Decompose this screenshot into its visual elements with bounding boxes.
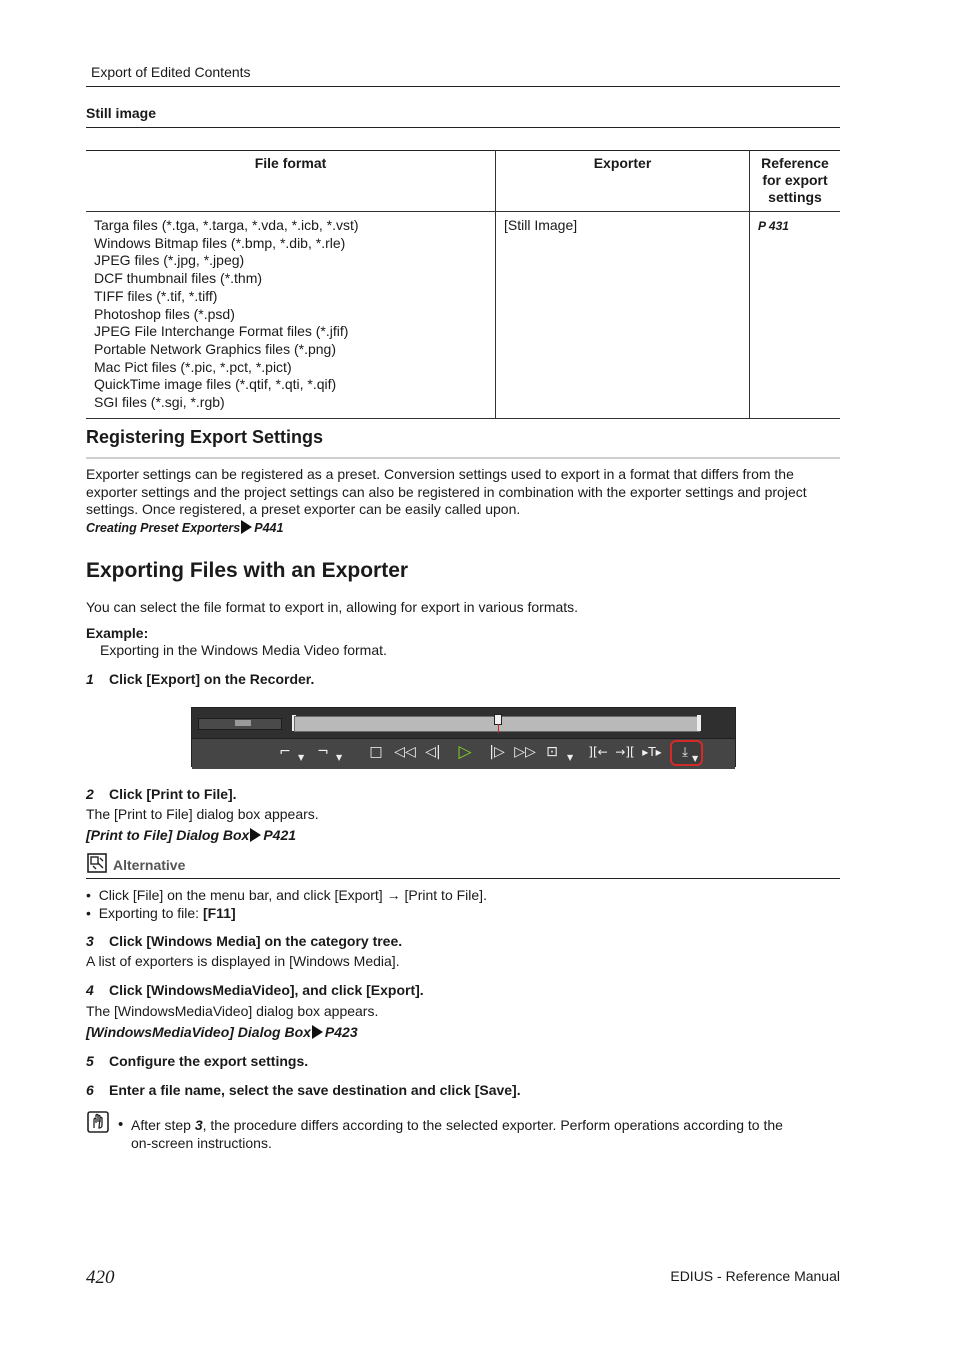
shuttle-in-icon[interactable]: ][←	[588, 745, 608, 759]
step-text: Enter a file name, select the save destination and click [Save].	[109, 1082, 521, 1098]
reference-cell[interactable]	[750, 212, 841, 419]
xref-page[interactable]: P421	[263, 827, 297, 843]
track-end-marker	[697, 715, 701, 731]
fast-forward-icon[interactable]: ▷▷	[514, 744, 536, 760]
alternative-label: Alternative	[113, 857, 186, 873]
step-text: Click [Export] on the Recorder.	[109, 671, 315, 687]
export-icon[interactable]: ⤓	[682, 745, 688, 760]
still-image-heading: Still image	[86, 105, 157, 121]
exporting-heading: Exporting Files with an Exporter	[86, 559, 409, 582]
set-out-icon[interactable]: ¬	[317, 744, 329, 760]
shuttle-knob[interactable]	[235, 720, 251, 726]
still-image-rule	[86, 127, 840, 128]
creating-preset-xref[interactable]	[86, 520, 283, 535]
match-frame-icon[interactable]: ▸T▸	[642, 745, 662, 759]
step-number: 4	[86, 982, 94, 998]
bullet-text: [Print to File].	[400, 887, 487, 903]
manual-title: EDIUS - Reference Manual	[670, 1268, 840, 1284]
format-item: DCF thumbnail files (*.thm)	[94, 270, 263, 287]
format-item: QuickTime image files (*.qtif, *.qti, *.qif)	[94, 376, 337, 393]
note-step-ref: 3	[194, 1117, 203, 1133]
stop-icon[interactable]: □	[369, 744, 383, 760]
header-rule	[86, 86, 840, 87]
alternative-icon	[87, 853, 107, 873]
registering-heading-rule	[86, 457, 840, 459]
bullet-text: Click [File] on the menu bar, and click [Export]	[98, 887, 387, 903]
format-item: JPEG files (*.jpg, *.jpeg)	[94, 252, 245, 269]
loop-play-icon[interactable]: ⊡	[546, 744, 558, 760]
exporter-cell: [Still Image]	[496, 212, 750, 419]
chevron-down-icon[interactable]: ▼	[567, 753, 574, 762]
step-text: Click [WindowsMediaVideo], and click [Export].	[109, 982, 424, 998]
step-number: 5	[86, 1053, 94, 1069]
shuttle-slider[interactable]	[198, 718, 282, 730]
alternative-bullet: • Click [File] on the menu bar, and click [Export] → [Print to File].	[86, 887, 487, 903]
xref-page[interactable]: P423	[324, 1024, 358, 1040]
running-head: Export of Edited Contents	[91, 64, 251, 80]
step-result: The [Print to File] dialog box appears.	[86, 806, 319, 822]
format-item: Targa files (*.tga, *.targa, *.vda, *.icb, *.vst)	[94, 217, 359, 233]
column-header-file-format: File format	[86, 151, 496, 212]
column-header-exporter: Exporter	[496, 151, 750, 212]
recorder-toolbar	[191, 707, 736, 767]
step-result: The [WindowsMediaVideo] dialog box appears.	[86, 1003, 379, 1019]
shortcut-key: [F11]	[202, 905, 236, 921]
note-line	[131, 1117, 783, 1135]
print-to-file-xref[interactable]	[86, 827, 296, 843]
table-row	[86, 212, 840, 419]
page-number: 420	[86, 1267, 115, 1288]
format-item: SGI files (*.sgi, *.rgb)	[94, 394, 225, 411]
playhead-line	[498, 724, 499, 733]
windows-media-video-xref[interactable]	[86, 1024, 358, 1040]
format-list-cell	[86, 212, 496, 419]
note-text-part: After step	[131, 1117, 195, 1133]
arrow-right-icon	[250, 828, 261, 842]
xref-page[interactable]: P441	[254, 521, 284, 535]
rewind-icon[interactable]: ◁◁	[394, 744, 416, 760]
arrow-right-icon: →	[386, 887, 401, 903]
shuttle-out-icon[interactable]: →][	[615, 745, 635, 759]
chevron-down-icon[interactable]: ▼	[298, 753, 305, 762]
column-header-reference: Reference for export settings	[750, 151, 841, 212]
step-number: 3	[86, 933, 94, 949]
note-bullet: •	[118, 1116, 124, 1133]
body-line: exporter settings and the project settings can also be registered in combination with the exporter settings and project	[86, 483, 807, 500]
body-line: settings. Once registered, a preset exporter can be easily called upon.	[86, 501, 521, 518]
body-line: Exporter settings can be registered as a preset. Conversion settings used to export in a format that differs from the	[86, 466, 794, 482]
step-number: 1	[86, 671, 94, 687]
note-text	[131, 1117, 783, 1152]
arrow-right-icon	[241, 520, 252, 534]
alternative-bullet: • Exporting to file: [F11]	[86, 905, 236, 921]
arrow-right-icon	[312, 1025, 323, 1039]
registering-heading: Registering Export Settings	[86, 427, 324, 447]
step-text: Click [Print to File].	[109, 786, 237, 802]
format-item: Mac Pict files (*.pic, *.pct, *.pict)	[94, 358, 292, 375]
still-image-format-table	[86, 150, 840, 419]
chevron-down-icon[interactable]: ▼	[692, 754, 699, 763]
format-item: Windows Bitmap files (*.bmp, *.dib, *.rle)	[94, 234, 346, 251]
note-text-part: , the procedure differs according to the selected exporter. Perform operations according to the	[202, 1117, 783, 1133]
step-number: 6	[86, 1082, 94, 1098]
xref-text[interactable]: [Print to File] Dialog Box	[86, 827, 250, 843]
step-text: Configure the export settings.	[109, 1053, 309, 1069]
xref-text[interactable]: Creating Preset Exporters	[86, 521, 241, 535]
registering-body	[86, 466, 807, 519]
format-item: TIFF files (*.tif, *.tiff)	[94, 287, 218, 304]
note-line: on-screen instructions.	[131, 1134, 272, 1151]
bullet-text: Exporting to file:	[98, 905, 203, 921]
step-result: A list of exporters is displayed in [Windows Media].	[86, 953, 400, 969]
note-icon	[87, 1111, 109, 1133]
play-icon[interactable]: ▷	[458, 742, 472, 762]
xref-text[interactable]: [WindowsMediaVideo] Dialog Box	[86, 1024, 311, 1040]
format-item: Photoshop files (*.psd)	[94, 305, 235, 322]
chevron-down-icon[interactable]: ▼	[336, 753, 343, 762]
reference-link[interactable]: P 431	[758, 219, 789, 233]
next-frame-icon[interactable]: |▷	[489, 744, 505, 760]
example-text: Exporting in the Windows Media Video format.	[100, 642, 387, 658]
previous-frame-icon[interactable]: ◁|	[425, 744, 441, 760]
table-header-row	[86, 151, 840, 212]
exporting-intro: You can select the file format to export in, allowing for export in various formats.	[86, 599, 579, 615]
step-text: Click [Windows Media] on the category tree.	[109, 933, 403, 949]
format-item: JPEG File Interchange Format files (*.jfif)	[94, 323, 349, 340]
set-in-icon[interactable]: ⌐	[279, 744, 291, 760]
recorder-timeline-bar	[192, 708, 735, 738]
step-number: 2	[86, 786, 94, 802]
example-label: Example:	[86, 625, 149, 641]
export-button[interactable]	[670, 740, 703, 766]
format-item: Portable Network Graphics files (*.png)	[94, 340, 336, 357]
alternative-rule	[86, 878, 840, 879]
